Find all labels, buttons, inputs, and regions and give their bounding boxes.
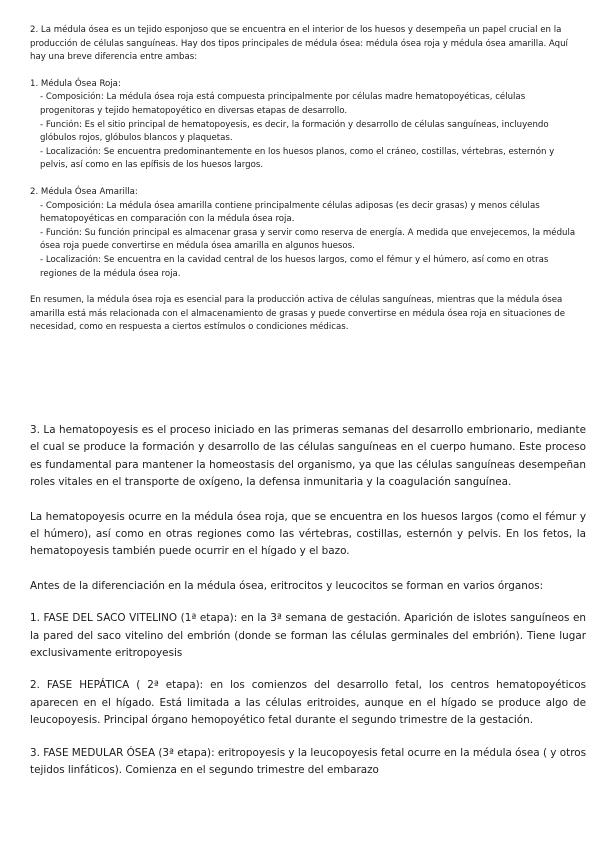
amarilla-heading: 2. Médula Ósea Amarilla: <box>30 186 138 197</box>
amarilla-composicion: - Composición: La médula ósea amarilla contiene principalmente células adiposas (es decir grasas) y menos células hematopoyéticas en comparación con la médula ósea roja. <box>40 200 540 225</box>
section-3 <box>30 422 586 780</box>
roja-localizacion: - Localización: Se encuentra predominantemente en los huesos planos, como el cráneo, costillas, vértebras, esternón y pelvis, así como en las epífisis de los huesos largos. <box>40 146 555 171</box>
amarilla-localizacion: - Localización: Se encuentra en la cavidad central de los huesos largos, como el fémur y el húmero, así como en otras regiones de la médula ósea roja. <box>40 254 549 279</box>
section-2-summary: En resumen, la médula ósea roja es esencial para la producción activa de células sanguíneas, mientras que la médula ósea amarilla está más relacionada con el almacenamiento de grasas y puede convertirse en médula ósea roja en situaciones de necesidad, como en respuesta a ciertos estímulos o condiciones médicas. <box>30 295 566 333</box>
roja-heading: 1. Médula Ósea Roja: <box>30 78 121 89</box>
phase-2-hepatica: 2. FASE HEPÁTICA ( 2ª etapa): en los comienzos del desarrollo fetal, los centros hematopoyéticos aparecen en el hígado. Está limitada a las células eritroides, aunque en el hígado se produce algo de leucopoyesis. Principal órgano hemopoyético fetal durante el segundo trimestre de la gestación. <box>30 679 586 727</box>
hematopoyesis-location: La hematopoyesis ocurre en la médula ósea roja, que se encuentra en los huesos largos (como el fémur y el húmero), así como en otras regiones como las vértebras, costillas, esternón y pelvis. En los fetos, la hematopoyesis también puede ocurrir en el hígado y el bazo. <box>30 510 586 558</box>
phase-3-medular-osea: 3. FASE MEDULAR ÓSEA (3ª etapa): eritropoyesis y la leucopoyesis fetal ocurre en la médula ósea ( y otros tejidos linfáticos). Comienza en el segundo trimestre del embarazo <box>30 746 587 777</box>
phase-1-saco-vitelino: 1. FASE DEL SACO VITELINO (1ª etapa): en la 3ª semana de gestación. Aparición de islotes sanguíneos en la pared del saco vitelino del embrión (donde se forman las células germinales del embrión). Tiene lugar exclusivamente eritropoyesis <box>30 612 586 660</box>
amarilla-funcion: - Función: Su función principal es almacenar grasa y servir como reserva de energía. A medida que envejecemos, la médula ósea roja puede convertirse en médula ósea amarilla en algunos huesos. <box>40 227 576 252</box>
roja-funcion: - Función: Es el sitio principal de hematopoyesis, es decir, la formación y desarrollo de células sanguíneas, incluyendo glóbulos rojos, glóbulos blancos y plaquetas. <box>40 119 549 144</box>
section-2 <box>30 24 578 335</box>
roja-composicion: - Composición: La médula ósea roja está compuesta principalmente por células madre hematopoyéticas, células progenitoras y tejido hematopoyético en diversas etapas de desarrollo. <box>40 92 526 116</box>
section-3-intro: 3. La hematopoyesis es el proceso iniciado en las primeras semanas del desarrollo embrionario, mediante el cual se produce la formación y desarrollo de las células sanguíneas en el cuerpo humano. Este proceso es fundamental para mantener la homeostasis del organismo, ya que las células sanguíneas desempeñan roles vitales en el transporte de oxígeno, la defensa inmunitaria y la coagulación sanguínea. <box>30 424 586 489</box>
pre-differentiation-note: Antes de la diferenciación en la médula ósea, eritrocitos y leucocitos se forman en varios órganos: <box>30 579 544 592</box>
section-2-intro: 2. La médula ósea es un tejido esponjoso que se encuentra en el interior de los huesos y desempeña un papel crucial en la producción de células sanguíneas. Hay dos tipos principales de médula ósea: médula ósea roja y médula ósea amarilla. Aquí hay una breve diferencia entre ambas: <box>30 25 568 63</box>
